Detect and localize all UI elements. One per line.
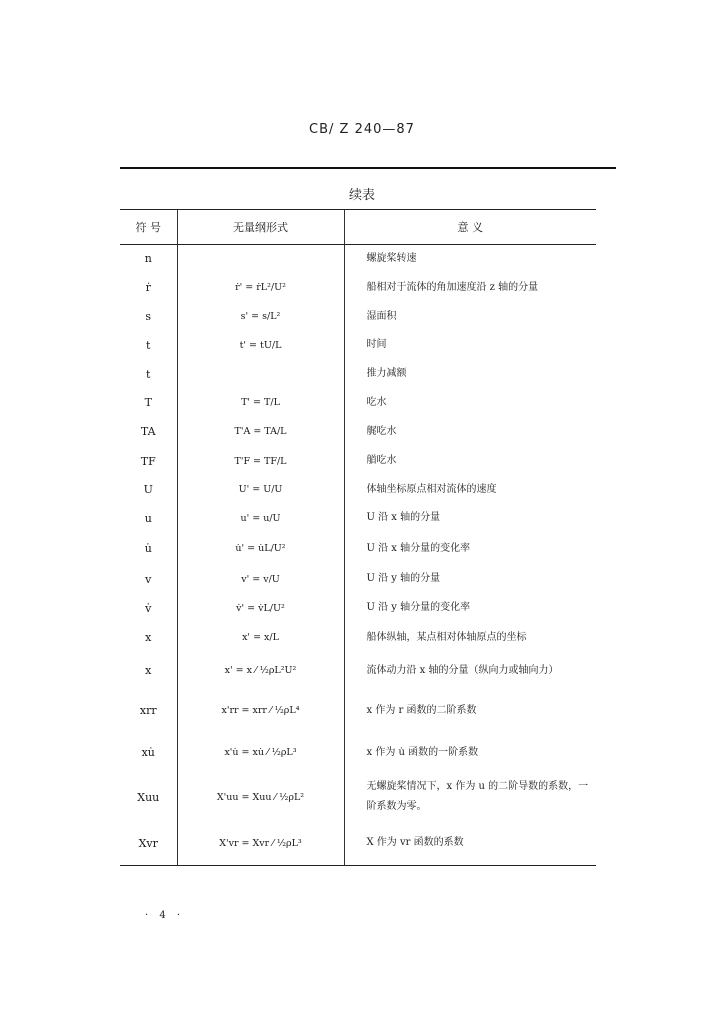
header-meaning: 意 义: [344, 210, 596, 245]
row-meaning: 船体纵轴，某点相对体轴原点的坐标: [344, 623, 596, 653]
page-number: · 4 ·: [145, 910, 185, 921]
table-row: [120, 653, 596, 689]
row-symbol: s: [145, 310, 152, 323]
row-symbol: n: [144, 252, 152, 266]
table-row: [120, 565, 596, 594]
row-formula: T'F = TF/L: [177, 447, 344, 476]
row-meaning: 时间: [344, 331, 596, 360]
row-symbol: TA: [140, 425, 156, 438]
row-meaning: x 作为 u̇ 函数的一阶系数: [344, 733, 596, 773]
row-formula: u' = u/U: [177, 504, 344, 533]
row-formula: v̇' = v̇L/U²: [177, 594, 344, 623]
row-formula: x'rr = xrr ⁄ ½ρL⁴: [177, 689, 344, 733]
row-formula: X'vr = Xvr ⁄ ½ρL³: [177, 822, 344, 866]
row-symbol: Xuu: [137, 790, 160, 804]
row-meaning: 推力减额: [344, 360, 596, 389]
row-symbol: xu̇: [141, 746, 155, 759]
table-row: [120, 594, 596, 623]
table-row: [120, 245, 596, 273]
table-row: [120, 504, 596, 533]
row-formula: T' = T/L: [177, 389, 344, 417]
row-formula: x'u̇ = xu̇ ⁄ ½ρL³: [177, 733, 344, 773]
row-formula: [177, 245, 344, 273]
table-row: [120, 447, 596, 476]
row-formula: ṙ' = ṙL²/U²: [177, 273, 344, 303]
row-symbol: T: [144, 396, 152, 409]
row-formula: x' = x ⁄ ½ρL²U²: [177, 653, 344, 689]
row-meaning: 船相对于流体的角加速度沿 z 轴的分量: [344, 273, 596, 303]
row-meaning: 艏吃水: [344, 447, 596, 476]
row-meaning: 流体动力沿 x 轴的分量（纵向力或轴向力）: [344, 653, 596, 689]
row-symbol: t: [146, 338, 151, 352]
row-formula: X'uu = Xuu ⁄ ½ρL²: [177, 773, 344, 822]
table-row: [120, 689, 596, 733]
header-symbol: 符 号: [120, 210, 177, 245]
table-row: [120, 733, 596, 773]
row-formula: v' = v/U: [177, 565, 344, 594]
row-symbol: xrr: [139, 704, 157, 717]
row-formula: x' = x/L: [177, 623, 344, 653]
table-row: [120, 331, 596, 360]
row-formula: s' = s/L²: [177, 303, 344, 331]
table-header-row: [120, 210, 596, 245]
row-formula: T'A = TA/L: [177, 417, 344, 447]
table-row: [120, 476, 596, 504]
table-row: [120, 417, 596, 447]
header-rule: [120, 167, 616, 169]
row-meaning: 无螺旋桨情况下，x 作为 u 的二阶导数的系数，一阶系数为零。: [344, 773, 596, 822]
row-formula: U' = U/U: [177, 476, 344, 504]
row-meaning: U 沿 y 轴分量的变化率: [344, 594, 596, 623]
table-row: [120, 389, 596, 417]
row-meaning: 艉吃水: [344, 417, 596, 447]
row-symbol: U: [143, 483, 153, 496]
row-formula: t' = tU/L: [177, 331, 344, 360]
row-symbol: Xvr: [120, 822, 177, 866]
row-meaning: 湿面积: [344, 303, 596, 331]
symbol-table: [120, 209, 596, 866]
header-formula: 无量纲形式: [177, 210, 344, 245]
row-formula: [177, 360, 344, 389]
row-formula: u̇' = u̇L/U²: [177, 533, 344, 565]
table-row: [120, 533, 596, 565]
row-meaning: U 沿 y 轴的分量: [344, 565, 596, 594]
row-symbol: x: [145, 631, 152, 644]
doc-code-header: CB/ Z 240—87: [309, 122, 415, 137]
row-symbol: TF: [140, 454, 156, 468]
row-symbol: x: [145, 664, 152, 677]
table-row: [120, 623, 596, 653]
row-meaning: x 作为 r 函数的二阶系数: [344, 689, 596, 733]
row-symbol: v̇: [145, 601, 152, 615]
row-meaning: 体轴坐标原点相对流体的速度: [344, 476, 596, 504]
row-meaning: X 作为 vr 函数的系数: [344, 822, 596, 866]
row-meaning: U 沿 x 轴分量的变化率: [344, 533, 596, 565]
table-row: [120, 360, 596, 389]
table-row: [120, 773, 596, 822]
row-symbol: ṙ: [145, 281, 151, 294]
table-row: [120, 822, 596, 866]
row-symbol: u: [144, 511, 152, 525]
row-meaning: 螺旋桨转速: [344, 245, 596, 273]
table-row: [120, 273, 596, 303]
row-symbol: u̇: [144, 542, 152, 555]
row-symbol: v: [145, 572, 152, 586]
row-symbol: t: [146, 367, 151, 381]
table-row: [120, 303, 596, 331]
row-meaning: 吃水: [344, 389, 596, 417]
table-caption: 续表: [348, 188, 375, 203]
row-meaning: U 沿 x 轴的分量: [344, 504, 596, 533]
